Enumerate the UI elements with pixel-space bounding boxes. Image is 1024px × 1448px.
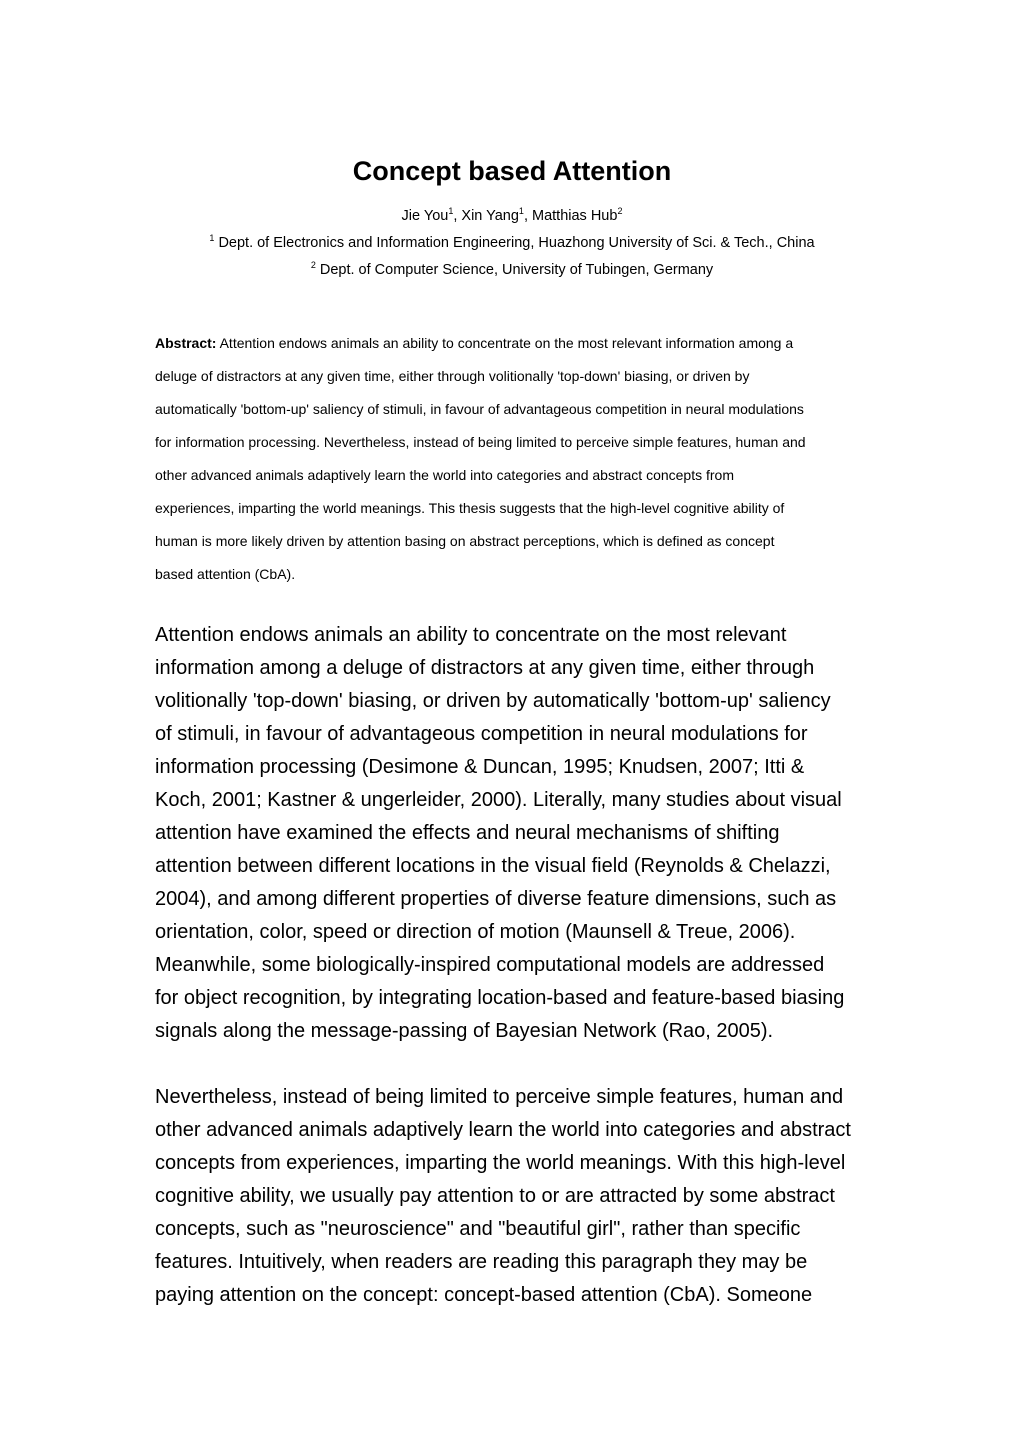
abstract-line: experiences, imparting the world meanings. This thesis suggests that the high-level cognitive ability of: [155, 500, 785, 516]
body-line: Koch, 2001; Kastner & ungerleider, 2000). Literally, many studies about visual: [155, 789, 842, 811]
affiliation-marker: 1: [448, 206, 454, 217]
body-line: orientation, color, speed or direction of motion (Maunsell & Treue, 2006).: [155, 921, 796, 943]
abstract-label: Abstract:: [155, 335, 217, 351]
body-line: signals along the message-passing of Bayesian Network (Rao, 2005).: [155, 1020, 774, 1042]
abstract-line-text: Attention endows animals an ability to concentrate on the most relevant information among a: [219, 335, 794, 351]
author-list: Jie You$^1$, Xin Yang$^1$, Matthias Hub$^2$: [401, 206, 623, 224]
author-name: Xin Yang: [461, 208, 519, 224]
body-line: other advanced animals adaptively learn the world into categories and abstract: [155, 1119, 851, 1141]
affiliation-2: [0, 259, 1024, 281]
abstract-line: [155, 327, 871, 360]
paper-title: Concept based Attention: [352, 156, 672, 186]
affiliation-1: [0, 232, 1024, 254]
affiliation-marker: 1: [209, 233, 215, 244]
body-line: information processing (Desimone & Duncan, 1995; Knudsen, 2007; Itti &: [155, 756, 805, 778]
affiliation-marker: 2: [617, 206, 623, 217]
body-line: of stimuli, in favour of advantageous competition in neural modulations for: [155, 723, 808, 745]
abstract-line: deluge of distractors at any given time, either through volitionally 'top-down' biasing, or driven by: [155, 368, 750, 384]
abstract: [155, 327, 871, 591]
body-line: Nevertheless, instead of being limited to perceive simple features, human and: [155, 1086, 844, 1108]
body-line: volitionally 'top-down' biasing, or driven by automatically 'bottom-up' saliency: [155, 690, 831, 712]
affiliation-marker: 1: [518, 206, 524, 217]
abstract-line: based attention (CbA).: [155, 566, 296, 582]
body-line: information among a deluge of distractors at any given time, either through: [155, 657, 815, 679]
body-line: Meanwhile, some biologically-inspired computational models are addressed: [155, 954, 825, 976]
body-paragraph-1: [155, 619, 875, 1048]
abstract-line: other advanced animals adaptively learn the world into categories and abstract concepts from: [155, 467, 734, 483]
body-line: concepts, such as "neuroscience" and "beautiful girl", rather than specific: [155, 1218, 801, 1240]
body-line: for object recognition, by integrating location-based and feature-based biasing: [155, 987, 845, 1009]
body-line: 2004), and among different properties of diverse feature dimensions, such as: [155, 888, 837, 910]
body-line: paying attention on the concept: concept-based attention (CbA). Someone: [155, 1284, 813, 1306]
abstract-line: automatically 'bottom-up' saliency of stimuli, in favour of advantageous competition in neural modulations: [155, 401, 804, 417]
affiliation-marker: 2: [310, 260, 316, 271]
body-line: attention between different locations in the visual field (Reynolds & Chelazzi,: [155, 855, 831, 877]
body-line: features. Intuitively, when readers are reading this paragraph they may be: [155, 1251, 808, 1273]
abstract-line: for information processing. Nevertheless, instead of being limited to perceive simple features, human and: [155, 434, 806, 450]
body-line: Attention endows animals an ability to concentrate on the most relevant: [155, 624, 787, 646]
body-line: cognitive ability, we usually pay attention to or are attracted by some abstract: [155, 1185, 835, 1207]
affiliation-text: Dept. of Computer Science, University of Tubingen, Germany: [319, 262, 714, 278]
body-line: attention have examined the effects and neural mechanisms of shifting: [155, 822, 780, 844]
body-paragraph-2: [155, 1081, 875, 1312]
author-name: Matthias Hub: [532, 208, 618, 224]
body-line: concepts from experiences, imparting the world meanings. With this high-level: [155, 1152, 846, 1174]
affiliation-text: Dept. of Electronics and Information Engineering, Huazhong University of Sci. & Tech., China: [218, 235, 815, 251]
author-name: Jie You: [401, 208, 449, 224]
abstract-line: human is more likely driven by attention basing on abstract perceptions, which is defined as concept: [155, 533, 775, 549]
